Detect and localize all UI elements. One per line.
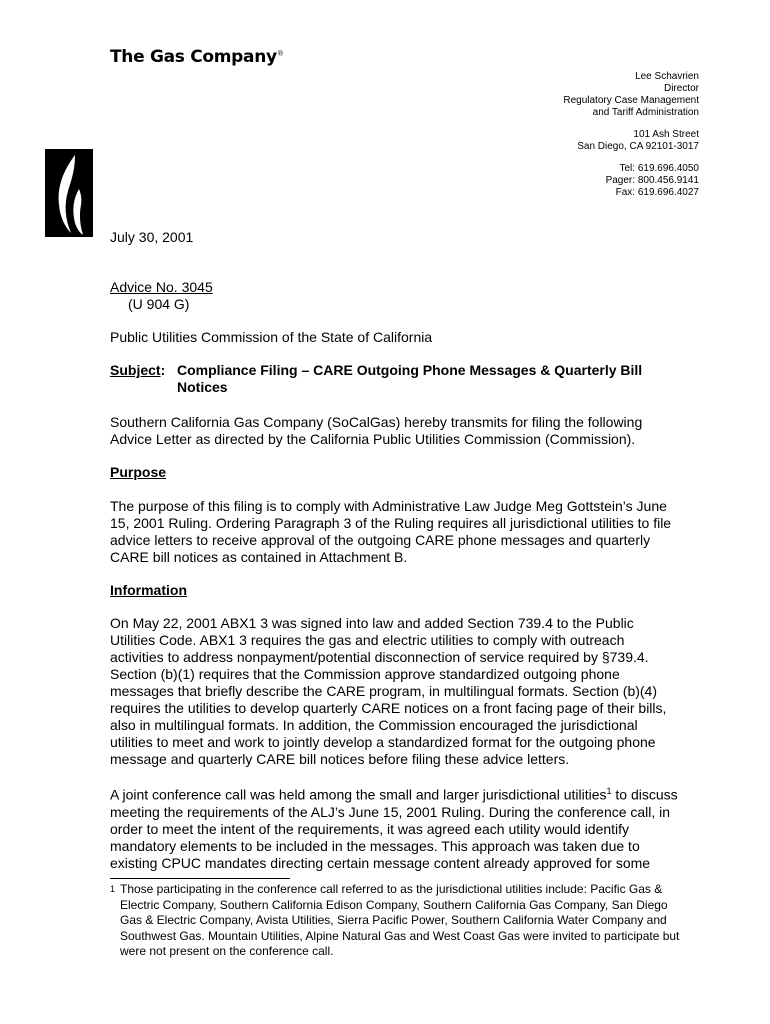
sender-city: San Diego, CA 92101-3017: [577, 141, 699, 152]
sender-name: Lee Schavrien: [635, 71, 699, 82]
purpose-paragraph: The purpose of this filing is to comply with Administrative Law Judge Meg Gottstein’s June 15, 2001 Ruling. Ordering Paragraph 3 of the Ruling requires all jurisdictional utilities to file advice letters to receive approval of the outgoing CARE phone messages and quarterly CARE bill notices as contained in Attachment B.: [110, 498, 672, 565]
information-paragraph: On May 22, 2001 ABX1 3 was signed into law and added Section 739.4 to the Public Utilities Code. ABX1 3 requires the gas and electric utilities to comply with outreach activities to address nonpayment/potential disconnection of service required by §739.4. Section (b)(1) requires that the Commission approve standardized outgoing phone messages that briefly describe the CARE program, in multilingual formats. Section (b)(4) requires the utilities to develop quarterly CARE notices on a front facing page of their bills, also in multilingual formats. In addition, the Commission encouraged the jurisdictional utilities to meet and work to jointly develop a standardized format for the outgoing phone message and quarterly CARE bill notices before filing these advice letters.: [110, 615, 667, 767]
sender-pager: Pager: 800.456.9141: [605, 175, 699, 186]
company-name: The Gas Company: [110, 47, 277, 67]
sender-block: [563, 71, 699, 199]
footnote-divider: [110, 878, 290, 879]
para2-end: to discuss meeting the requirements of the ALJ’s June 15, 2001 Ruling. During the conference call, in order to meet the intent of the requirements, it was agreed each utility would identify mandatory elements to be included in the messages. This approach was taken due to existing CPUC mandates directing certain message content already approved for some: [110, 786, 678, 871]
conference-call-paragraph: [110, 783, 680, 872]
sender-dept-line2: and Tariff Administration: [592, 107, 699, 118]
footnote-text: Those participating in the conference call referred to as the jurisdictional utilities include: Pacific Gas & Electric Company, Southern California Edison Company, Southern California Gas Company, San Diego Gas & Electric Company, Avista Utilities, Sierra Pacific Power, Southern California Water Company and Southwest Gas. Mountain Utilities, Alpine Natural Gas and West Coast Gas were invited to participate but were not present on the conference call.: [120, 882, 680, 958]
advice-number: Advice No. 3045: [110, 279, 213, 295]
footnote-reference[interactable]: 1: [606, 786, 612, 796]
information-heading: Information: [110, 582, 187, 598]
footnote-mark: 1: [110, 884, 116, 894]
para2-start: A joint conference call was held among the small and larger jurisdictional utilities: [110, 786, 607, 803]
footnote: [110, 882, 690, 960]
purpose-heading: Purpose: [110, 464, 167, 480]
company-logo: [110, 47, 284, 67]
sender-dept-line1: Regulatory Case Management: [563, 95, 699, 106]
sender-fax: Fax: 619.696.4027: [615, 187, 699, 198]
sender-street: 101 Ash Street: [633, 129, 699, 140]
subject-line: [110, 362, 680, 396]
sender-title: Director: [663, 83, 699, 94]
subject-label: Subject: [110, 362, 161, 378]
registered-mark: ®: [276, 49, 284, 58]
intro-paragraph: Southern California Gas Company (SoCalGas) hereby transmits for filing the following Advice Letter as directed by the California Public Utilities Commission (Commission).: [110, 414, 643, 447]
sender-tel: Tel: 619.696.4050: [619, 163, 699, 174]
letter-date: July 30, 2001: [110, 229, 194, 245]
subject-text: Compliance Filing – CARE Outgoing Phone Messages & Quarterly Bill Notices: [177, 362, 643, 395]
advice-number-block: [110, 279, 680, 313]
flame-icon: [45, 149, 93, 237]
utility-number: (U 904 G): [128, 296, 190, 312]
subject-colon: :: [160, 362, 166, 378]
addressee: Public Utilities Commission of the State of California: [110, 329, 433, 345]
